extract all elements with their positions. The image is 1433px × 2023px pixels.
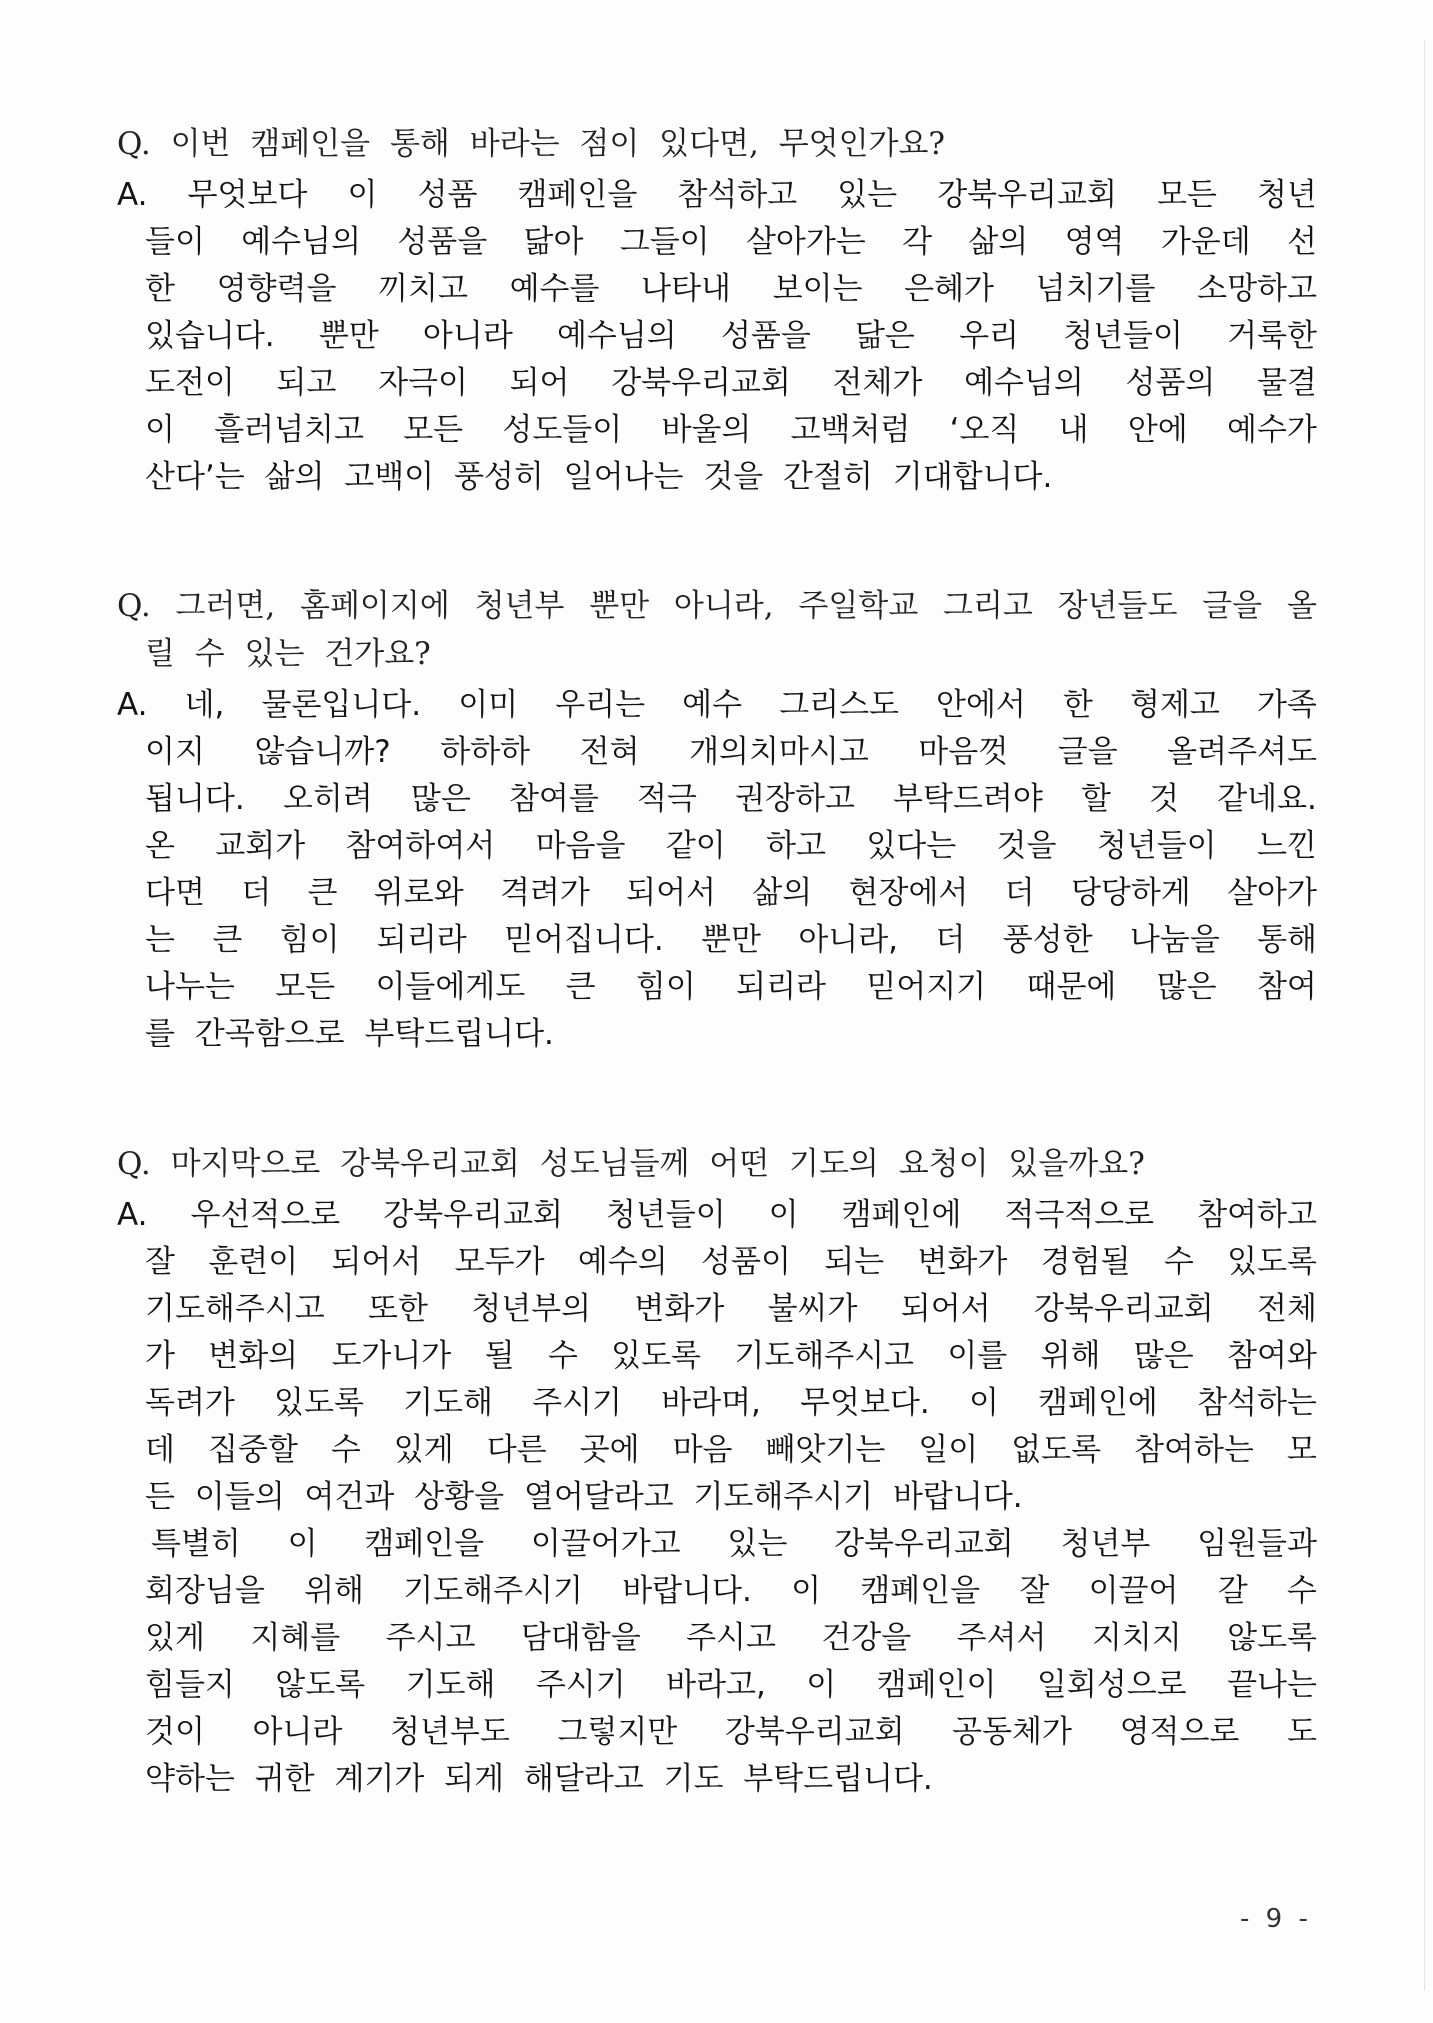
word: 넘치기를: [1035, 271, 1156, 307]
word: 끼치고: [378, 271, 468, 307]
word: 안에: [1127, 412, 1188, 448]
word: 이: [145, 412, 175, 448]
word: 있다는: [866, 828, 957, 864]
answer-line: [117, 682, 1317, 729]
word: 한: [1062, 687, 1093, 723]
word: 도가니가: [331, 1338, 452, 1374]
word: 있습니다.: [145, 318, 275, 354]
word: 뿐만: [589, 588, 650, 624]
word: 삶의: [752, 875, 813, 911]
answer-line: [117, 266, 1317, 313]
word: 그리고: [943, 588, 1033, 624]
qa-section-3: [117, 1140, 1317, 1803]
answer-line: [117, 1615, 1317, 1662]
word: 그들이: [619, 224, 710, 260]
word: 무엇보다: [187, 177, 308, 213]
word: 힘들지: [145, 1667, 235, 1703]
word: 아니라: [422, 318, 513, 354]
word: 되어서: [331, 1244, 422, 1280]
word: 오히려: [282, 781, 373, 817]
word: 건강을: [821, 1620, 912, 1656]
answer-2: [117, 682, 1317, 1058]
word: 바랍니다.: [622, 1573, 752, 1609]
qa-section-2: [117, 582, 1317, 1058]
qa-section-1: [117, 120, 1317, 501]
word: 없도록: [1011, 1432, 1102, 1468]
answer-line: [117, 823, 1317, 870]
word: 마음: [672, 1432, 733, 1468]
word: 또한: [368, 1291, 428, 1327]
word: 않습니까?: [254, 734, 391, 770]
word: 형제고: [1130, 687, 1220, 723]
word: 되고: [276, 365, 337, 401]
word: 삶의: [968, 224, 1029, 260]
word: 영적으로: [1119, 1714, 1240, 1750]
word: 보이는: [772, 271, 863, 307]
answer-1: [117, 172, 1317, 501]
word: 올: [1286, 588, 1317, 624]
word: 뿐만: [701, 922, 761, 958]
word: 때문에: [1026, 969, 1117, 1005]
word: 이: [791, 1573, 822, 1609]
word: 않도록: [275, 1667, 366, 1703]
word: 예수가: [1227, 412, 1317, 448]
word: 있게: [393, 1432, 454, 1468]
word: 영역: [1064, 224, 1125, 260]
word: 담대함을: [520, 1620, 641, 1656]
word: 올려주셔도: [1167, 734, 1317, 770]
word: 이: [768, 1197, 799, 1233]
word: 당당하게: [1070, 875, 1191, 911]
word: 은혜가: [904, 271, 994, 307]
word: 예수: [682, 687, 743, 723]
word: 성품의: [1125, 365, 1216, 401]
word: 특별히: [151, 1526, 241, 1562]
question-line: Q. 이번 캠페인을 통해 바라는 점이 있다면, 무엇인가요?: [117, 126, 946, 162]
word: 수: [330, 1432, 361, 1468]
word: 이: [806, 1667, 837, 1703]
word: 같네요.: [1217, 781, 1317, 817]
word: 회장님을: [145, 1573, 265, 1609]
word: 청년들이: [1063, 318, 1183, 354]
word: 적극: [636, 781, 697, 817]
word: 강북우리교회: [937, 177, 1117, 213]
word: 성품: [417, 177, 478, 213]
page-edge-line: [1424, 40, 1425, 1990]
word: 위해: [304, 1573, 364, 1609]
word: 캠페인을: [517, 177, 638, 213]
word: A.: [117, 687, 148, 723]
word: 가운데: [1160, 224, 1251, 260]
word: 불씨가: [767, 1291, 858, 1327]
word: 있도록: [274, 1385, 364, 1421]
word: 내: [1058, 412, 1089, 448]
word: 되리라: [736, 969, 826, 1005]
answer-line: [117, 172, 1317, 219]
word: 이: [287, 1526, 318, 1562]
word: 소망하고: [1197, 271, 1317, 307]
word: 온: [145, 828, 175, 864]
word: 많은: [410, 781, 471, 817]
word: 들이: [145, 224, 205, 260]
word: 참석하고: [677, 177, 798, 213]
answer-line: 든 이들의 여건과 상황을 열어달라고 기도해주시기 바랍니다.: [145, 1479, 1023, 1515]
word: 위해: [1040, 1338, 1101, 1374]
word: 참여하는: [1134, 1432, 1254, 1468]
answer-line: [117, 776, 1317, 823]
word: 개의치마시고: [689, 734, 869, 770]
word: 청년부도: [390, 1714, 510, 1750]
word: 이: [347, 177, 378, 213]
word: 큰: [565, 969, 596, 1005]
word: 참여를: [508, 781, 599, 817]
word: 닮아: [523, 224, 584, 260]
answer-line: [117, 1568, 1317, 1615]
answer-line: [117, 1192, 1317, 1239]
answer-line: [117, 1333, 1317, 1380]
word: 거룩한: [1227, 318, 1317, 354]
answer-line: [117, 313, 1317, 360]
word: 강북우리교회: [724, 1714, 905, 1750]
answer-line: [117, 729, 1317, 776]
answer-line: [117, 1521, 1317, 1568]
word: 청년: [1256, 177, 1317, 213]
word: 는: [145, 922, 175, 958]
word: 될: [484, 1338, 515, 1374]
word: 되리라: [376, 922, 467, 958]
word: 주일학교: [798, 588, 919, 624]
word: 글을: [1202, 588, 1263, 624]
word: 물결: [1257, 365, 1317, 401]
word: 되는: [824, 1244, 885, 1280]
word: 이들에게도: [375, 969, 526, 1005]
word: 고백처럼: [790, 412, 911, 448]
word: 훈련이: [208, 1244, 299, 1280]
word: 현장에서: [848, 875, 969, 911]
word: 무엇보다.: [800, 1385, 930, 1421]
answer-line: [117, 219, 1317, 266]
word: 기도해주시기: [403, 1573, 583, 1609]
word: 지치지: [1091, 1620, 1182, 1656]
word: 기도해주시고: [734, 1338, 914, 1374]
word: 일이: [918, 1432, 979, 1468]
word: 잘: [1019, 1573, 1050, 1609]
word: 하하하: [440, 734, 531, 770]
word: 아니라,: [673, 588, 774, 624]
word: 청년들이: [1096, 828, 1217, 864]
word: 아니라,: [798, 922, 899, 958]
word: 믿어집니다.: [504, 922, 664, 958]
answer-line: 약하는 귀한 계기가 되게 해달라고 기도 부탁드립니다.: [145, 1761, 933, 1797]
word: 자극이: [378, 365, 468, 401]
word: 수: [1286, 1573, 1317, 1609]
word: 우선적으로: [190, 1197, 341, 1233]
word: 힘이: [279, 922, 340, 958]
word: 가: [145, 1338, 175, 1374]
question-line: Q. 마지막으로 강북우리교회 성도님들께 어떤 기도의 요청이 있을까요?: [117, 1146, 1145, 1182]
word: 바울의: [661, 412, 752, 448]
word: 위로와: [373, 875, 464, 911]
word: 할: [1080, 781, 1111, 817]
word: 풍성한: [1002, 922, 1093, 958]
word: 경험될: [1040, 1244, 1131, 1280]
word: 성품이: [701, 1244, 791, 1280]
answer-line: [117, 1662, 1317, 1709]
word: 되어: [509, 365, 570, 401]
word: 하고: [766, 828, 826, 864]
word: 것을: [996, 828, 1057, 864]
answer-line: 를 간곡함으로 부탁드립니다.: [145, 1016, 554, 1052]
word: 더: [241, 875, 272, 911]
word: 부탁드려야: [893, 781, 1043, 817]
word: 캠페인이: [876, 1667, 997, 1703]
word: 참여하고: [1197, 1197, 1317, 1233]
word: 되어서: [626, 875, 716, 911]
word: 교회가: [215, 828, 306, 864]
word: 캠페인에: [1038, 1385, 1158, 1421]
word: 공동체가: [952, 1714, 1072, 1750]
answer-line: [117, 1286, 1317, 1333]
word: 마음을: [535, 828, 626, 864]
word: 청년들이: [605, 1197, 726, 1233]
word: 느낀: [1256, 828, 1317, 864]
word: 물론입니다.: [261, 687, 422, 723]
answer-line: [117, 407, 1317, 454]
word: 있는: [727, 1526, 788, 1562]
word: 격려가: [499, 875, 590, 911]
word: 성도들이: [502, 412, 623, 448]
word: 변화가: [917, 1244, 1008, 1280]
word: 전체: [1257, 1291, 1317, 1327]
word: ‘오직: [949, 412, 1020, 448]
word: 나타내: [641, 271, 731, 307]
word: 않도록: [1227, 1620, 1317, 1656]
question-1: [117, 120, 1317, 168]
question-line: 릴 수 있는 건가요?: [145, 636, 431, 672]
word: 기도해: [405, 1667, 496, 1703]
word: 뿐만: [318, 318, 379, 354]
word: 글을: [1057, 734, 1118, 770]
word: 청년부: [474, 588, 565, 624]
word: 임원들과: [1197, 1526, 1317, 1562]
word: 힘이: [635, 969, 696, 1005]
word: 아니라: [252, 1714, 343, 1750]
word: 참여: [1256, 969, 1317, 1005]
word: 다면: [145, 875, 205, 911]
word: 강북우리교회: [383, 1197, 563, 1233]
word: 큰: [307, 875, 338, 911]
word: 곳에: [579, 1432, 640, 1468]
word: 이끌어가고: [530, 1526, 681, 1562]
word: 살아가는: [745, 224, 866, 260]
answer-line: [117, 1427, 1317, 1474]
word: 변화의: [208, 1338, 299, 1374]
word: Q.: [117, 588, 151, 624]
word: 바라며,: [661, 1385, 761, 1421]
word: 데: [145, 1432, 175, 1468]
word: 참여하여서: [345, 828, 496, 864]
word: 성품을: [720, 318, 811, 354]
answer-line: [117, 1239, 1317, 1286]
word: 다른: [486, 1432, 547, 1468]
word: 있도록: [1227, 1244, 1317, 1280]
word: 있도록: [611, 1338, 701, 1374]
word: 적극적으로: [1004, 1197, 1155, 1233]
word: 기도해주시고: [145, 1291, 325, 1327]
word: 변화가: [634, 1291, 725, 1327]
word: 전체가: [832, 365, 923, 401]
answer-line: [117, 360, 1317, 407]
word: 주시고: [686, 1620, 776, 1656]
word: 집중할: [207, 1432, 298, 1468]
word: 수: [1163, 1244, 1194, 1280]
answer-line: [117, 1380, 1317, 1427]
question-3: [117, 1140, 1317, 1188]
word: 닮은: [854, 318, 915, 354]
word: 우리는: [555, 687, 646, 723]
word: 도전이: [145, 365, 235, 401]
word: 갈: [1217, 1573, 1248, 1609]
word: 통해: [1257, 922, 1317, 958]
word: 마음껏: [918, 734, 1009, 770]
word: 예수의: [577, 1244, 668, 1280]
word: 끝나는: [1227, 1667, 1317, 1703]
word: 것이: [145, 1714, 205, 1750]
word: 예수를: [509, 271, 600, 307]
word: 기도해: [403, 1385, 493, 1421]
word: 도: [1287, 1714, 1317, 1750]
word: 그리스도: [779, 687, 899, 723]
word: 선: [1286, 224, 1317, 260]
answer-line: [117, 964, 1317, 1011]
word: 모두가: [454, 1244, 545, 1280]
word: 캠페인에: [841, 1197, 962, 1233]
word: 모든: [275, 969, 336, 1005]
word: 청년부: [1060, 1526, 1151, 1562]
word: 권장하고: [735, 781, 855, 817]
word: 캠폐인을: [860, 1573, 981, 1609]
word: 더: [1004, 875, 1035, 911]
word: 네,: [184, 687, 225, 723]
word: 많은: [1156, 969, 1217, 1005]
word: 빼앗기는: [765, 1432, 886, 1468]
word: 참여와: [1227, 1338, 1317, 1374]
word: 우리: [959, 318, 1019, 354]
word: 수: [547, 1338, 578, 1374]
word: 모: [1286, 1432, 1317, 1468]
word: 청년부의: [471, 1291, 592, 1327]
answer-line: [117, 870, 1317, 917]
word: 것: [1149, 781, 1180, 817]
word: 흘러넘치고: [214, 412, 364, 448]
word: 강북우리교회: [1033, 1291, 1214, 1327]
word: 전혀: [579, 734, 640, 770]
word: 주셔서: [956, 1620, 1047, 1656]
word: 영향력을: [216, 271, 337, 307]
word: 참석하는: [1197, 1385, 1317, 1421]
word: 더: [935, 922, 966, 958]
word: 예수님의: [964, 365, 1084, 401]
word: 나누는: [145, 969, 235, 1005]
page-number: - 9 -: [1240, 1904, 1312, 1934]
word: 살아가: [1227, 875, 1317, 911]
word: A.: [117, 177, 148, 213]
word: 그러면,: [175, 588, 276, 624]
question-line: [117, 582, 1317, 630]
word: 믿어지기: [866, 969, 987, 1005]
word: 지혜를: [250, 1620, 341, 1656]
word: 바라고,: [666, 1667, 766, 1703]
word: 이미: [458, 687, 519, 723]
word: 예수님의: [556, 318, 677, 354]
word: 캠페인을: [364, 1526, 485, 1562]
word: 강북우리교회: [611, 365, 791, 401]
word: 잘: [145, 1244, 175, 1280]
word: 나눔을: [1129, 922, 1220, 958]
word: 한: [145, 271, 175, 307]
word: 그렇지만: [557, 1714, 678, 1750]
word: 있는: [837, 177, 898, 213]
answer-line: [117, 1709, 1317, 1756]
word: 주시기: [535, 1667, 626, 1703]
word: 이끌어: [1088, 1573, 1179, 1609]
answer-line: 산다’는 삶의 고백이 풍성히 일어나는 것을 간절히 기대합니다.: [145, 459, 1053, 495]
word: 강북우리교회: [834, 1526, 1014, 1562]
word: 홈페이지에: [300, 588, 450, 624]
word: 모든: [403, 412, 464, 448]
word: 큰: [212, 922, 243, 958]
word: 같이: [665, 828, 726, 864]
word: 모든: [1156, 177, 1217, 213]
word: 있게: [145, 1620, 205, 1656]
word: 독려가: [145, 1385, 235, 1421]
word: 안에서: [936, 687, 1026, 723]
word: 이를: [947, 1338, 1008, 1374]
word: 되어서: [900, 1291, 991, 1327]
question-2: [117, 582, 1317, 678]
word: 장년들도: [1057, 588, 1178, 624]
word: 됩니다.: [145, 781, 245, 817]
word: 주시기: [532, 1385, 622, 1421]
word: 성품을: [397, 224, 488, 260]
word: 가족: [1256, 687, 1317, 723]
word: 각: [902, 224, 933, 260]
answer-line: [117, 917, 1317, 964]
word: 예수님의: [241, 224, 362, 260]
word: 이지: [145, 734, 205, 770]
word: 일회성으로: [1036, 1667, 1187, 1703]
word: A.: [117, 1197, 148, 1233]
word: 주시고: [385, 1620, 476, 1656]
answer-3: [117, 1192, 1317, 1803]
word: 이: [968, 1385, 999, 1421]
word: 많은: [1133, 1338, 1194, 1374]
